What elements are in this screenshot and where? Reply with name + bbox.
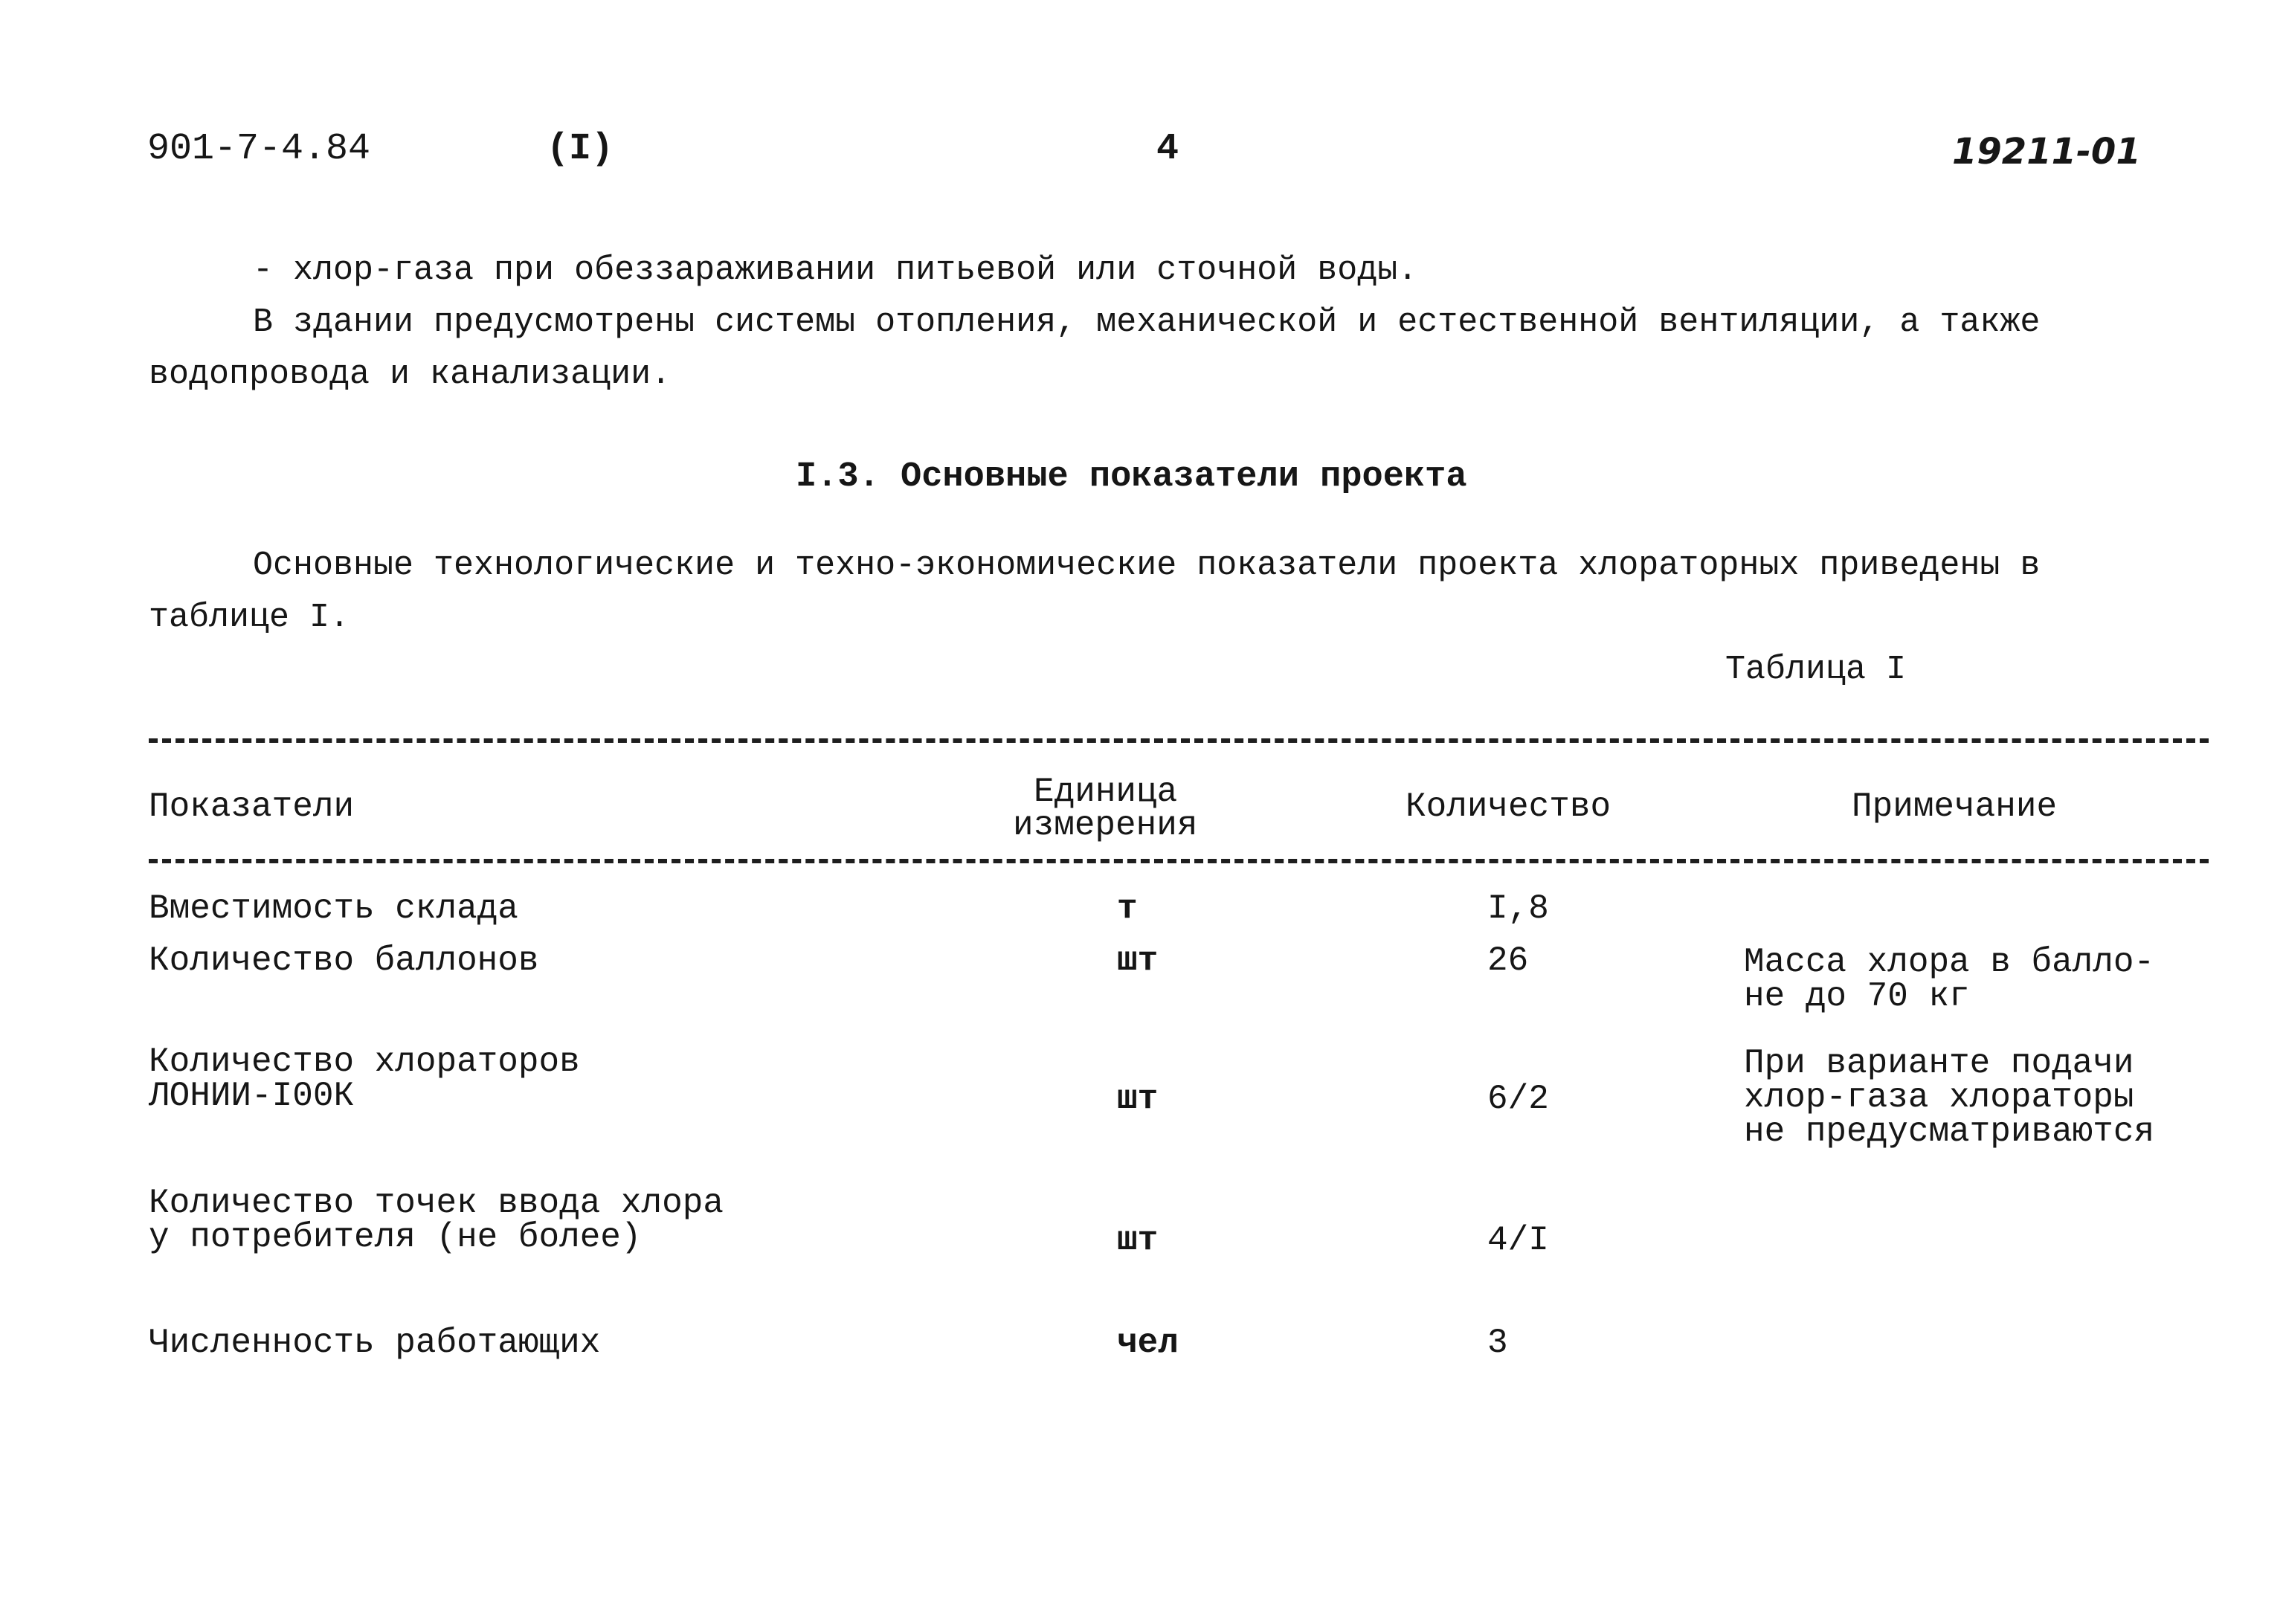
row-2-quantity: 26 xyxy=(1487,941,1529,980)
header-unit-line-2: измерения xyxy=(1013,806,1198,845)
page-number: 4 xyxy=(1156,128,1179,170)
row-3-indicator-line-2: ЛОНИИ-I00К xyxy=(149,1077,355,1115)
paragraph-3-line-2: таблице I. xyxy=(149,599,350,637)
row-3-note-line-2: хлор-газа хлораторы xyxy=(1744,1078,2134,1117)
row-3-indicator-line-1: Количество хлораторов xyxy=(149,1043,580,1081)
table-top-rule xyxy=(149,738,2209,743)
paragraph-2-line-2: водопровода и канализации. xyxy=(149,355,672,393)
header-note: Примечание xyxy=(1852,787,2058,826)
header-unit-line-1: Единица xyxy=(1034,773,1178,811)
row-3-quantity: 6/2 xyxy=(1487,1080,1549,1118)
row-1-indicator: Вместимость склада xyxy=(149,889,518,928)
row-1-quantity: I,8 xyxy=(1487,889,1549,928)
row-3-unit: шт xyxy=(1117,1080,1159,1118)
row-2-note-line-1: Масса хлора в балло- xyxy=(1744,943,2155,982)
paragraph-2-line-1: В здании предусмотрены системы отопления, механической и естественной вентиляции, а также xyxy=(253,303,2041,341)
row-2-indicator: Количество баллонов xyxy=(149,941,539,980)
document-code: 901-7-4.84 xyxy=(147,128,371,170)
row-5-unit: чел xyxy=(1117,1324,1179,1362)
body-line-1: - хлор-газа при обеззараживании питьевой или сточной воды. xyxy=(253,251,1418,289)
album-number: (I) xyxy=(547,128,614,170)
row-4-indicator-line-1: Количество точек ввода хлора xyxy=(149,1184,724,1222)
row-3-note-line-3: не предусматриваются xyxy=(1744,1112,2155,1151)
row-3-note-line-1: При варианте подачи xyxy=(1744,1044,2134,1083)
header-indicator: Показатели xyxy=(149,787,355,826)
row-2-unit: шт xyxy=(1117,941,1159,980)
sheet-reference: 19211-01 xyxy=(1952,131,2141,173)
header-quantity: Количество xyxy=(1405,787,1611,826)
row-5-indicator: Численность работающих xyxy=(149,1324,601,1362)
row-4-indicator-line-2: у потребителя (не более) xyxy=(149,1218,642,1257)
table-caption: Таблица I xyxy=(1725,651,1907,689)
row-4-unit: шт xyxy=(1117,1221,1159,1260)
section-title: I.3. Основные показатели проекта xyxy=(796,457,1467,497)
table-header-rule xyxy=(149,859,2209,863)
paragraph-3-line-1: Основные технологические и техно-экономические показатели проекта хлораторных приведены в xyxy=(253,547,2041,584)
row-5-quantity: 3 xyxy=(1487,1324,1508,1362)
row-1-unit: т xyxy=(1117,889,1138,928)
row-2-note-line-2: не до 70 кг xyxy=(1744,977,1970,1016)
row-4-quantity: 4/I xyxy=(1487,1221,1549,1260)
